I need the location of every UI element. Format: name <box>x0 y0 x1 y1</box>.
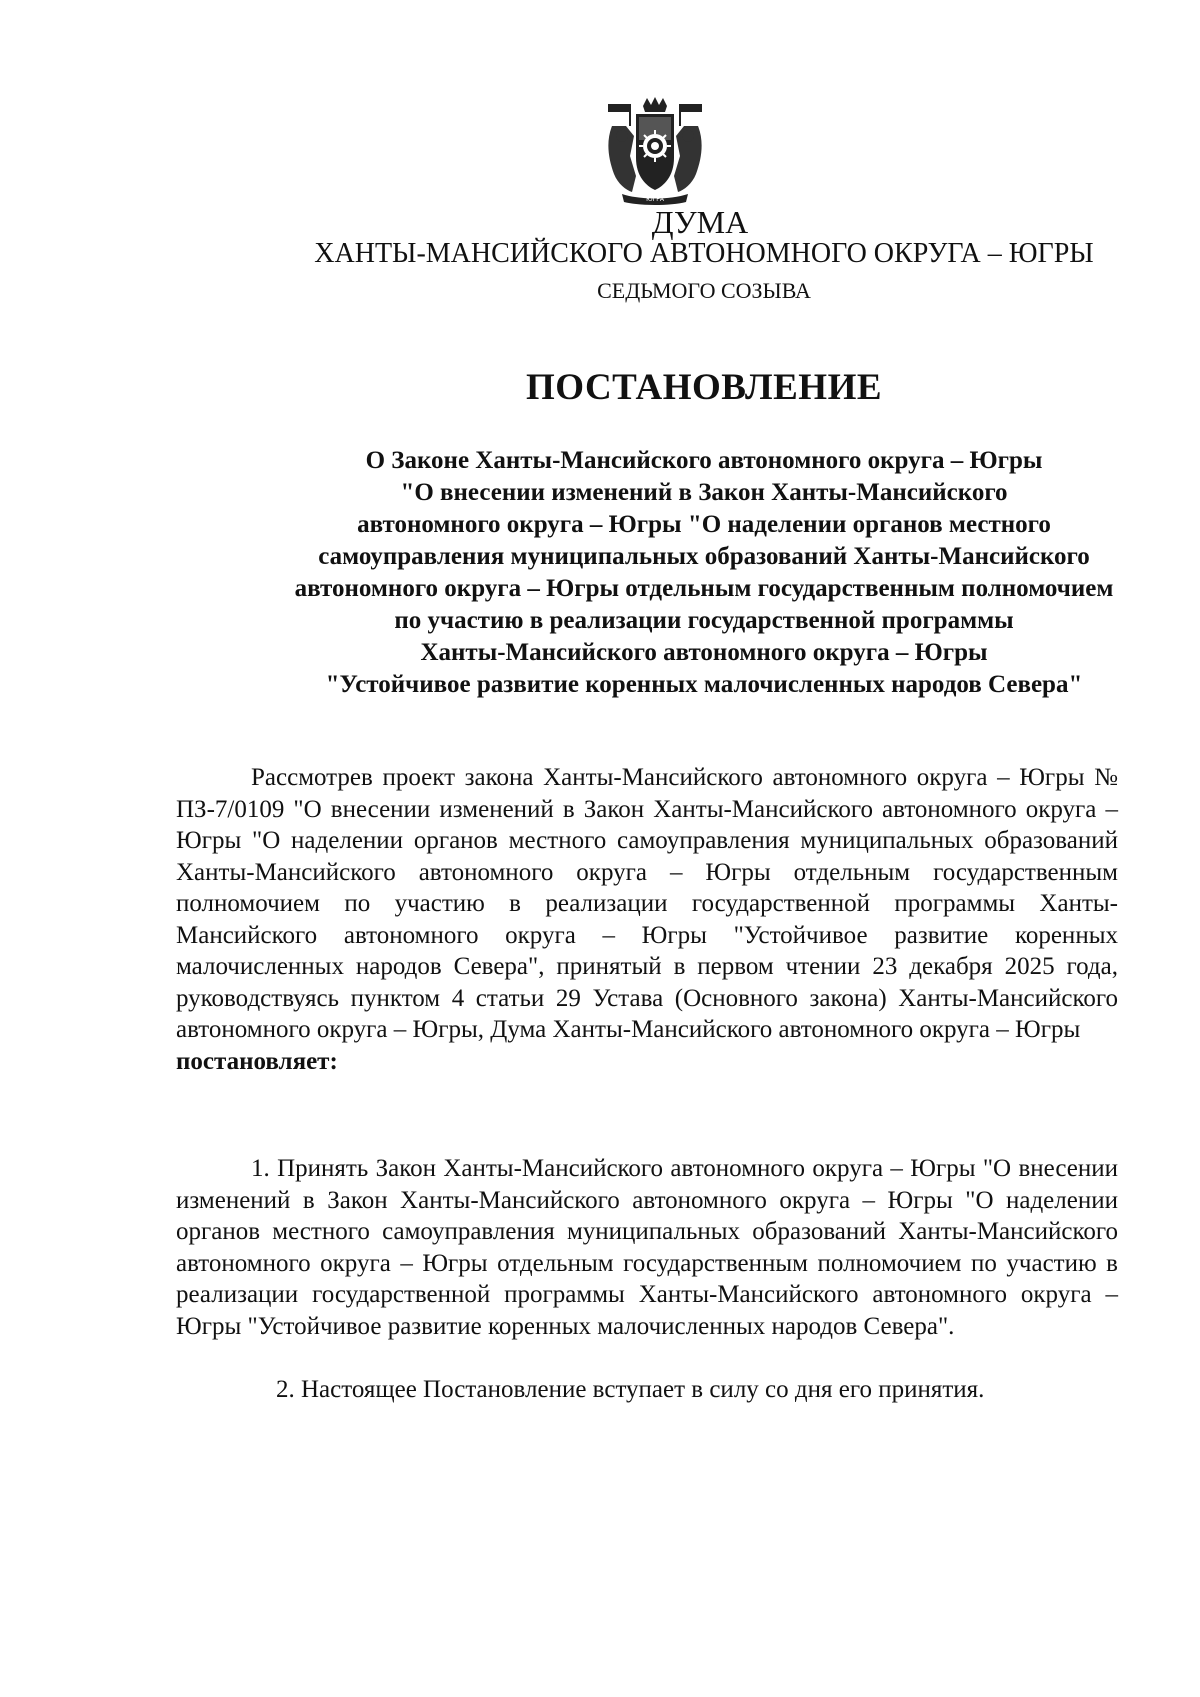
org-name-line2: ХАНТЫ-МАНСИЙСКОГО АВТОНОМНОГО ОКРУГА – ЮГРЫ <box>314 238 1094 269</box>
subject-line: автономного округа – Югры "О наделении органов местного <box>357 511 1051 538</box>
svg-text:ЮГРА: ЮГРА <box>646 196 664 203</box>
item-2-text: 2. Настоящее Постановление вступает в силу со дня его принятия. <box>276 1376 985 1403</box>
subject-line: самоуправления муниципальных образований Ханты-Мансийского <box>318 543 1090 570</box>
document-subject <box>104 445 1200 701</box>
org-name-line1: ДУМА <box>651 204 749 240</box>
subject-line: Ханты-Мансийского автономного округа – Югры <box>420 639 988 666</box>
subject-line: "О внесении изменений в Закон Ханты-Мансийского <box>400 479 1008 506</box>
subject-line: "Устойчивое развитие коренных малочисленных народов Севера" <box>325 671 1083 698</box>
subject-line: О Законе Ханты-Мансийского автономного округа – Югры <box>365 447 1043 474</box>
subject-line: автономного округа – Югры отдельным государственным полномочием <box>294 575 1114 602</box>
document-type-title: ПОСТАНОВЛЕНИЕ <box>525 367 883 408</box>
subject-line: по участию в реализации государственной программы <box>394 607 1014 634</box>
resolution-item-2 <box>176 1374 1118 1406</box>
resolution-item-1 <box>176 1153 1118 1342</box>
preamble-text: Рассмотрев проект закона Ханты-Мансийского автономного округа – Югры № ПЗ-7/0109 "О внесении изменений в Закон Ханты-Мансийского автономного округа – Югры "О наделении органов местного самоуправления муниципальных образований Ханты-Мансийского автономного округа – Югры отдельным государственным полномочием по участию в реализации государственной программы Ханты-Мансийского автономного округа – Югры "Устойчивое развитие коренных малочисленных народов Севера", принятый в первом чтении 23 декабря 2025 года, руководствуясь пунктом 4 статьи 29 Устава (Основного закона) Ханты-Мансийского автономного округа – Югры, Дума Ханты-Мансийского автономного округа – Югры <box>176 764 1118 1043</box>
resolves-label: постановляет: <box>176 1047 338 1075</box>
preamble-paragraph <box>176 762 1118 1077</box>
convocation-line: СЕДЬМОГО СОЗЫВА <box>597 278 811 303</box>
item-1-text: 1. Принять Закон Ханты-Мансийского автономного округа – Югры "О внесении изменений в Закон Ханты-Мансийского автономного округа – Югры "О наделении органов местного самоуправления муниципальных образований Ханты-Мансийского автономного округа – Югры отдельным государственным полномочием по участию в реализации государственной программы Ханты-Мансийского автономного округа – Югры "Устойчивое развитие коренных малочисленных народов Севера". <box>176 1155 1118 1340</box>
coat-of-arms-icon <box>600 96 710 206</box>
